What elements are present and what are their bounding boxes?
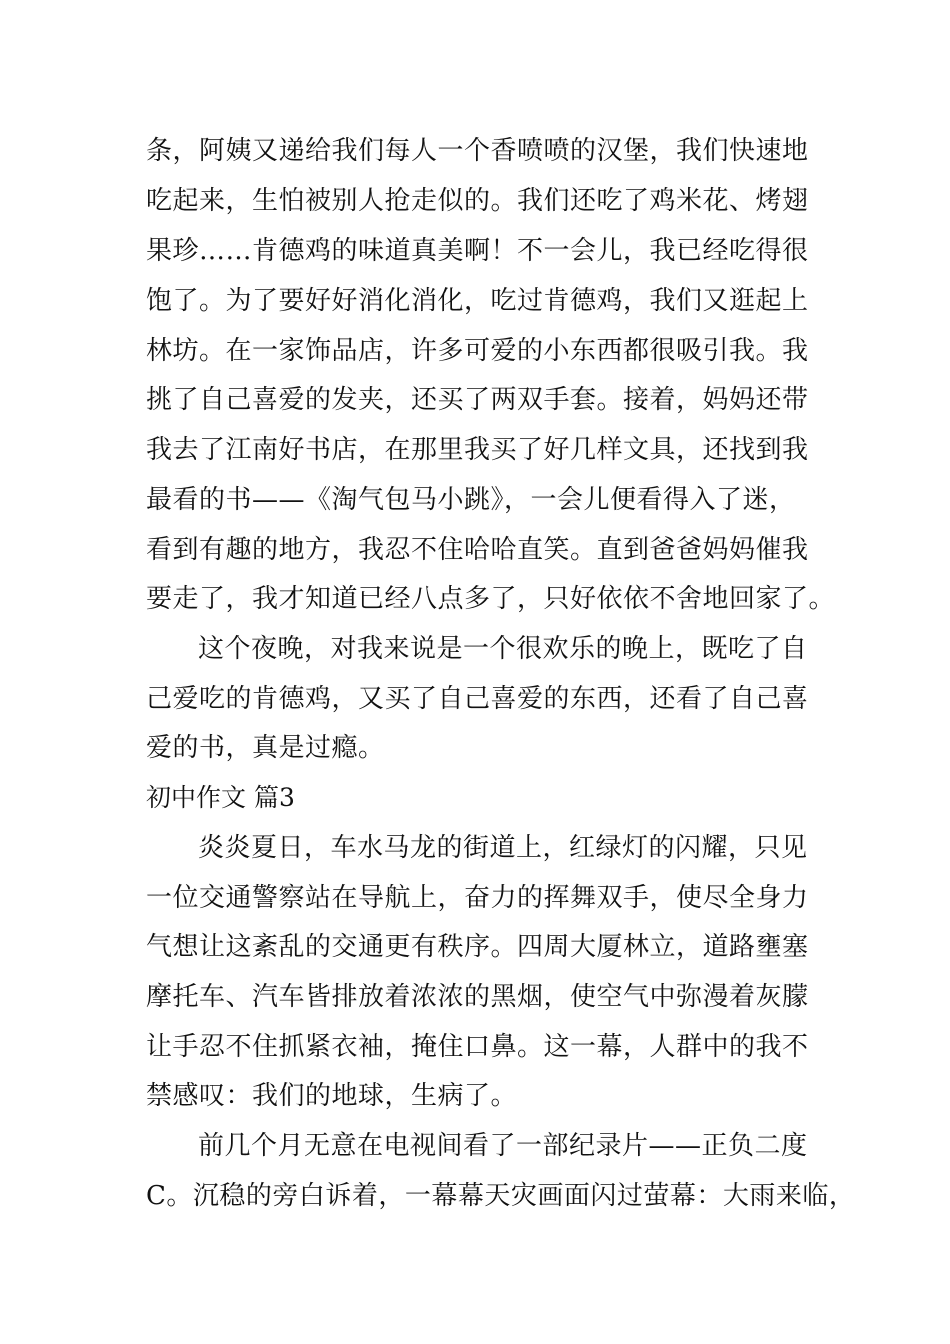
- paragraph-first-line: 前几个月无意在电视间看了一部纪录片——正负二度: [198, 1131, 808, 1161]
- text-line: 看到有趣的地方，我忍不住哈哈直笑。直到爸爸妈妈催我: [146, 535, 809, 565]
- text-line: 摩托车、汽车皆排放着浓浓的黑烟，使空气中弥漫着灰朦: [146, 982, 809, 1012]
- text-line: 吃起来，生怕被别人抢走似的。我们还吃了鸡米花、烤翅: [146, 186, 809, 216]
- text-line: 挑了自己喜爱的发夹，还买了两双手套。接着，妈妈还带: [146, 385, 809, 415]
- text-line: 林坊。在一家饰品店，许多可爱的小东西都很吸引我。我: [146, 336, 809, 366]
- text-line: 己爱吃的肯德鸡，又买了自己喜爱的东西，还看了自己喜: [146, 684, 809, 714]
- text-line: 让手忍不住抓紧衣袖，掩住口鼻。这一幕，人群中的我不: [146, 1032, 809, 1062]
- text-line: 要走了，我才知道已经八点多了，只好依依不舍地回家了。: [146, 584, 836, 614]
- paragraph-first-line: 这个夜晚，对我来说是一个很欢乐的晚上，既吃了自: [198, 634, 808, 664]
- paragraph-first-line: 炎炎夏日，车水马龙的街道上，红绿灯的闪耀，只见: [198, 833, 808, 863]
- text-line: 我去了江南好书店，在那里我买了好几样文具，还找到我: [146, 435, 809, 465]
- text-line: 气想让这紊乱的交通更有秩序。四周大厦林立，道路壅塞: [146, 932, 809, 962]
- text-line: 爱的书，真是过瘾。: [146, 733, 385, 763]
- text-line: 最看的书——《淘气包马小跳》，一会儿便看得入了迷，: [146, 485, 796, 515]
- text-line: 禁感叹：我们的地球，生病了。: [146, 1081, 518, 1111]
- text-line: 果珍……肯德鸡的味道真美啊！不一会儿，我已经吃得很: [146, 236, 809, 266]
- section-heading: 初中作文 篇3: [146, 783, 295, 812]
- text-line: 饱了。为了要好好消化消化，吃过肯德鸡，我们又逛起上: [146, 286, 809, 316]
- text-line: C。沉稳的旁白诉着，一幕幕天灾画面闪过萤幕：大雨来临，: [146, 1181, 856, 1211]
- text-line: 条，阿姨又递给我们每人一个香喷喷的汉堡，我们快速地: [146, 136, 809, 166]
- text-line: 一位交通警察站在导航上，奋力的挥舞双手，使尽全身力: [146, 883, 809, 913]
